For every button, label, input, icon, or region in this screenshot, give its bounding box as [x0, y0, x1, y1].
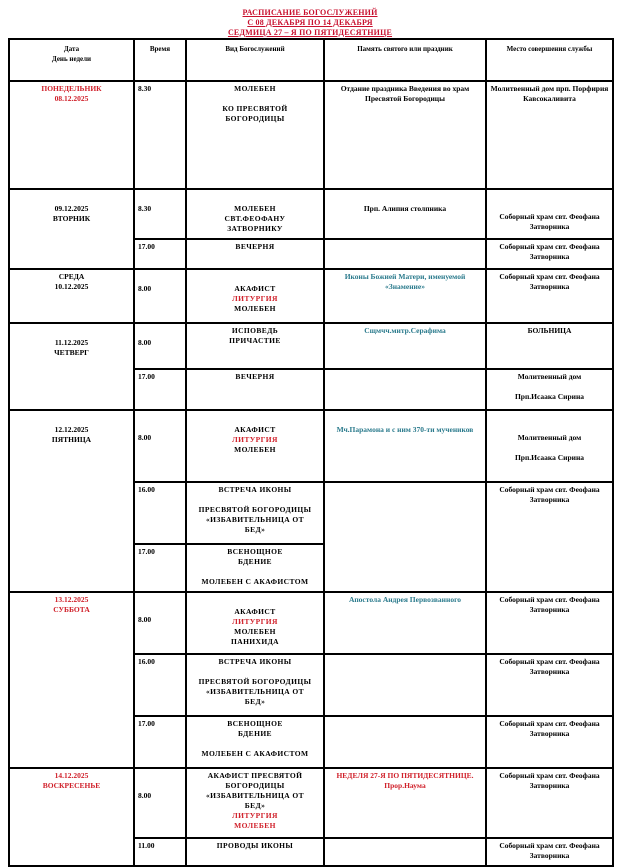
service-cell: ВСТРЕЧА ИКОНЫ ПРЕСВЯТОЙ БОГОРОДИЦЫ «ИЗБАВИТЕЛЬНИЦА ОТ БЕД» [186, 482, 324, 544]
schedule-table [8, 38, 614, 867]
table-row [9, 269, 613, 323]
place-cell: Молитвенный дом Прп.Исаака Сирина [486, 369, 613, 410]
time-cell: 8.30 [134, 81, 186, 189]
time-cell: 17.00 [134, 239, 186, 269]
table-row [9, 323, 613, 369]
table-row [9, 768, 613, 838]
memory-cell: Мч.Парамона и с ним 370-ти мучеников [324, 410, 486, 482]
schedule-header [0, 8, 620, 38]
time-cell: 17.00 [134, 544, 186, 592]
time-cell: 17.00 [134, 716, 186, 768]
place-cell: Соборный храм свт. Феофана Затворника [486, 592, 613, 654]
service-cell: ВЕЧЕРНЯ [186, 239, 324, 269]
day-cell-thursday: 11.12.2025 ЧЕТВЕРГ [9, 323, 134, 410]
table-row [9, 410, 613, 482]
day-cell-sunday: 14.12.2025 ВОСКРЕСЕНЬЕ [9, 768, 134, 866]
day-cell-friday: 12.12.2025 ПЯТНИЦА [9, 410, 134, 592]
header-title: РАСПИСАНИЕ БОГОСЛУЖЕНИЙ [242, 8, 378, 17]
memory-cell: Прп. Алипия столпника [324, 189, 486, 239]
table-row [9, 592, 613, 654]
column-header-service: Вид Богослужений [186, 39, 324, 81]
time-cell: 16.00 [134, 654, 186, 716]
time-cell: 8.00 [134, 410, 186, 482]
day-cell-tuesday: 09.12.2025 ВТОРНИК [9, 189, 134, 269]
service-cell: ПРОВОДЫ ИКОНЫ [186, 838, 324, 866]
memory-cell [324, 239, 486, 269]
place-cell: Соборный храм свт. Феофана Затворника [486, 838, 613, 866]
header-date-range: С 08 ДЕКАБРЯ ПО 14 ДЕКАБРЯ [247, 18, 373, 27]
service-cell: АКАФИСТ ЛИТУРГИЯ МОЛЕБЕН [186, 410, 324, 482]
time-cell: 11.00 [134, 838, 186, 866]
service-cell: МОЛЕБЕН КО ПРЕСВЯТОЙ БОГОРОДИЦЫ [186, 81, 324, 189]
memory-cell: Сщмчч.митр.Серафима [324, 323, 486, 369]
place-cell: Соборный храм свт. Феофана Затворника [486, 768, 613, 838]
time-cell: 8.00 [134, 323, 186, 369]
memory-cell [324, 838, 486, 866]
service-cell: ВСТРЕЧА ИКОНЫ ПРЕСВЯТОЙ БОГОРОДИЦЫ «ИЗБАВИТЕЛЬНИЦА ОТ БЕД» [186, 654, 324, 716]
column-header-time: Время [134, 39, 186, 81]
memory-cell [324, 716, 486, 768]
place-cell: Молитвенный дом Прп.Исаака Сирина [486, 410, 613, 482]
memory-cell: Иконы Божией Матери, именуемой «Знамение» [324, 269, 486, 323]
memory-cell [324, 482, 486, 592]
memory-cell [324, 654, 486, 716]
time-cell: 17.00 [134, 369, 186, 410]
table-row [9, 81, 613, 189]
time-cell: 8.00 [134, 592, 186, 654]
table-header-row [9, 39, 613, 81]
service-cell: ИСПОВЕДЬ ПРИЧАСТИЕ [186, 323, 324, 369]
time-cell: 8.30 [134, 189, 186, 239]
service-cell: ВЕЧЕРНЯ [186, 369, 324, 410]
header-week: СЕДМИЦА 27 – Я ПО ПЯТИДЕСЯТНИЦЕ [227, 28, 393, 37]
service-cell: АКАФИСТ ПРЕСВЯТОЙ БОГОРОДИЦЫ «ИЗБАВИТЕЛЬНИЦА ОТ БЕД» ЛИТУРГИЯ МОЛЕБЕН [186, 768, 324, 838]
place-cell: Соборный храм свт. Феофана Затворника [486, 189, 613, 239]
service-cell: АКАФИСТ ЛИТУРГИЯ МОЛЕБЕН [186, 269, 324, 323]
column-header-memory: Память святого или праздник [324, 39, 486, 81]
memory-cell: Апостола Андрея Первозванного [324, 592, 486, 654]
memory-cell: НЕДЕЛЯ 27-Я ПО ПЯТИДЕСЯТНИЦЕ. Прор.Наума [324, 768, 486, 838]
table-row [9, 189, 613, 239]
memory-cell: Отдание праздника Введения во храм Пресвятой Богородицы [324, 81, 486, 189]
place-cell: Соборный храм свт. Феофана Затворника [486, 239, 613, 269]
time-cell: 8.00 [134, 269, 186, 323]
place-cell: Соборный храм свт. Феофана Затворника [486, 269, 613, 323]
service-cell: АКАФИСТ ЛИТУРГИЯ МОЛЕБЕН ПАНИХИДА [186, 592, 324, 654]
place-cell: Соборный храм свт. Феофана Затворника [486, 482, 613, 592]
time-cell: 8.00 [134, 768, 186, 838]
place-cell: Соборный храм свт. Феофана Затворника [486, 716, 613, 768]
place-cell: Соборный храм свт. Феофана Затворника [486, 654, 613, 716]
day-cell-saturday: 13.12.2025 СУББОТА [9, 592, 134, 768]
place-cell: БОЛЬНИЦА [486, 323, 613, 369]
column-header-date: Дата День недели [9, 39, 134, 81]
time-cell: 16.00 [134, 482, 186, 544]
day-cell-monday: ПОНЕДЕЛЬНИК 08.12.2025 [9, 81, 134, 189]
place-cell: Молитвенный дом прп. Порфирия Кавсокаливита [486, 81, 613, 189]
service-cell: ВСЕНОЩНОЕ БДЕНИЕ МОЛЕБЕН С АКАФИСТОМ [186, 544, 324, 592]
column-header-place: Место совершения службы [486, 39, 613, 81]
memory-cell [324, 369, 486, 410]
day-cell-wednesday: СРЕДА 10.12.2025 [9, 269, 134, 323]
service-cell: ВСЕНОЩНОЕ БДЕНИЕ МОЛЕБЕН С АКАФИСТОМ [186, 716, 324, 768]
service-cell: МОЛЕБЕН СВТ.ФЕОФАНУ ЗАТВОРНИКУ [186, 189, 324, 239]
